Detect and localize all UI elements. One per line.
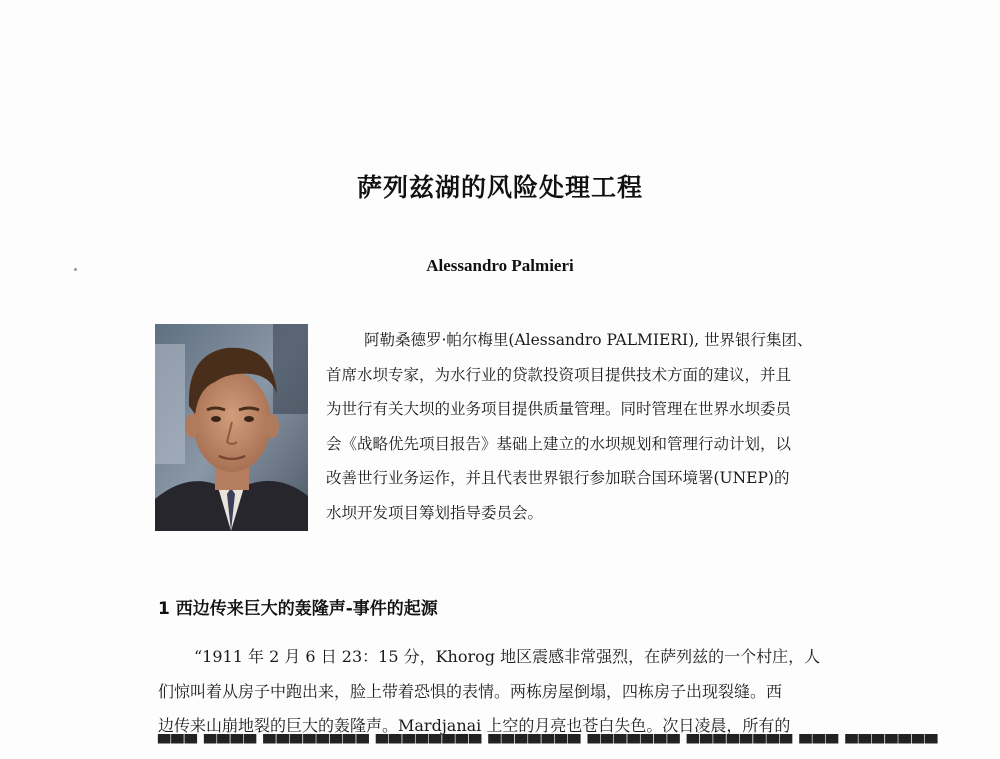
- author-name: Alessandro Palmieri: [426, 256, 574, 275]
- portrait-photo-icon: [155, 324, 308, 531]
- author-bio: [326, 323, 866, 530]
- body-line: “1911 年 2 月 6 日 23：15 分，Khorog 地区震感非常强烈，在萨列兹的一个村庄，人: [194, 647, 821, 666]
- bio-line: 阿勒桑德罗·帕尔梅里(Alessandro PALMIERI), 世界银行集团、: [364, 331, 813, 349]
- bio-line: 首席水坝专家，为水行业的贷款投资项目提供技术方面的建议，并且: [326, 365, 792, 384]
- cut-off-text-line: ▀▀▀ ▀▀▀▀ ▀▀▀▀▀▀▀▀ ▀▀▀▀▀▀▀▀ ▀▀▀▀▀▀▀ ▀▀▀▀▀▀▀ ▀▀▀▀▀▀▀▀ ▀▀▀ ▀▀▀▀▀▀▀: [158, 734, 939, 753]
- bio-line: 会《战略优先项目报告》基础上建立的水坝规划和管理行动计划，以: [326, 434, 792, 453]
- author-portrait-photo: [155, 324, 308, 531]
- page-title: 萨列兹湖的风险处理工程: [356, 173, 643, 202]
- bio-line: 为世行有关大坝的业务项目提供质量管理。同时管理在世界水坝委员: [326, 400, 792, 418]
- body-paragraph: [158, 640, 870, 744]
- body-line: 边传来山崩地裂的巨大的轰隆声。Mardjanai 上空的月亮也苍白失色。次日凌晨，所有的: [158, 716, 791, 735]
- section-heading: 1 西边传来巨大的轰隆声-事件的起源: [158, 599, 438, 619]
- bio-line: 水坝开发项目筹划指导委员会。: [326, 503, 544, 522]
- body-line: 们惊叫着从房子中跑出来，脸上带着恐惧的表情。两栋房屋倒塌，四栋房子出现裂缝。西: [158, 681, 783, 701]
- bio-line: 改善世行业务运作，并且代表世界银行参加联合国环境署(UNEP)的: [326, 469, 790, 487]
